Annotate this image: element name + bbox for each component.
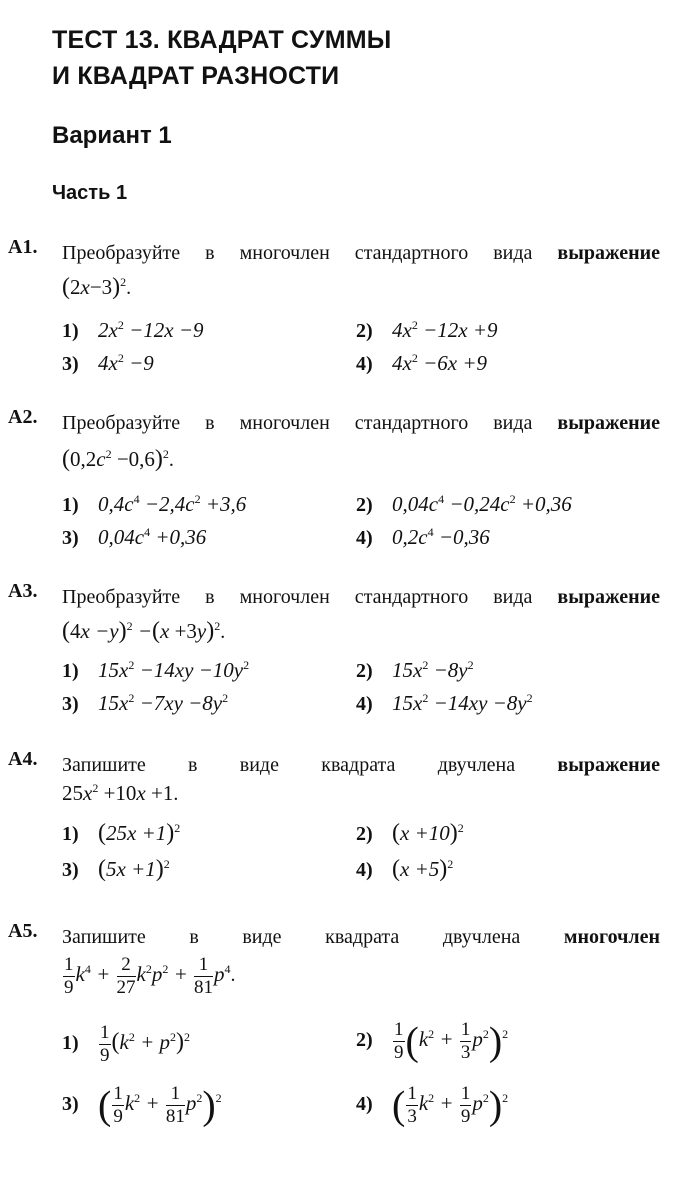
option-a3-1[interactable]: 1) $15x^2 -14xy -10y^2$: [62, 658, 250, 682]
option-a5-2[interactable]: 2) $\frac{1}{9}$ ($k^2$ + $\frac{1}{3}$ $p^2)^2$: [356, 1019, 509, 1064]
question-number: A2.: [8, 406, 38, 428]
question-expression: $\frac{1}{9}$ $k^4$ + $\frac{2}{27}$ $k^2p^2$ + $\frac{1}{81}$ $p^4$.: [64, 953, 236, 998]
option-a2-2[interactable]: 2) $0,04c^4 -0,24c^2 +0,36$: [356, 492, 572, 516]
question-number: A5.: [8, 920, 38, 942]
question-text: Запишите в виде квадрата двучлена многочлен: [62, 926, 660, 948]
question-expression: $(2x-3)^2$.: [62, 274, 132, 300]
question-text: Запишите в виде квадрата двучлена выражение: [62, 754, 660, 776]
option-a4-2[interactable]: 2) $(x +10)^2$: [356, 820, 464, 846]
question-number: A3.: [8, 580, 38, 602]
option-a2-1[interactable]: 1) $0,4c^4 -2,4c^2 +3,6$: [62, 492, 247, 516]
option-a3-4[interactable]: 4) $15x^2 -14xy -8y^2$: [356, 691, 533, 715]
test-title-line1: ТЕСТ 13. КВАДРАТ СУММЫ: [52, 26, 392, 54]
option-a3-3[interactable]: 3) $15x^2 -7xy -8y^2$: [62, 691, 229, 715]
question-text: Преобразуйте в многочлен стандартного вида выражение: [62, 412, 660, 434]
question-expression: $(4x -y)^2 -(x +3y)^2$.: [62, 618, 226, 644]
question-expression: $(0,2c^2 -0,6)^2$.: [62, 446, 174, 472]
question-text: Преобразуйте в многочлен стандартного вида выражение: [62, 242, 660, 264]
option-a1-1[interactable]: 1) $2x^2 -12x -9$: [62, 318, 204, 342]
part-heading: Часть 1: [52, 182, 128, 204]
variant-heading: Вариант 1: [52, 122, 172, 149]
option-a3-2[interactable]: 2) $15x^2 -8y^2$: [356, 658, 474, 682]
option-a1-3[interactable]: 3) $4x^2 -9$: [62, 351, 154, 375]
option-a5-1[interactable]: 1) $\frac{1}{9}$ $(k^2 + p^2)^2$: [62, 1022, 190, 1066]
option-a5-4[interactable]: 4) ( $\frac{1}{3}$ $k^2$ + $\frac{1}{9}$ $p^2)^2$: [356, 1083, 509, 1128]
option-a2-4[interactable]: 4) $0,2c^4 -0,36$: [356, 525, 490, 549]
option-a2-3[interactable]: 3) $0,04c^4 +0,36$: [62, 525, 207, 549]
question-text: Преобразуйте в многочлен стандартного вида выражение: [62, 586, 660, 608]
question-number: A1.: [8, 236, 38, 258]
option-a1-4[interactable]: 4) $4x^2 -6x +9$: [356, 351, 487, 375]
question-number: A4.: [8, 748, 38, 770]
test-title-line2: И КВАДРАТ РАЗНОСТИ: [52, 62, 340, 90]
question-expression: $25x^2 +10x +1$.: [62, 781, 179, 805]
option-a5-3[interactable]: 3) ( $\frac{1}{9}$ $k^2$ + $\frac{1}{81}$ $p^2)^2$: [62, 1083, 222, 1128]
option-a4-4[interactable]: 4) $(x +5)^2$: [356, 856, 454, 882]
option-a1-2[interactable]: 2) $4x^2 -12x +9$: [356, 318, 498, 342]
option-a4-1[interactable]: 1) $(25x +1)^2$: [62, 820, 181, 846]
option-a4-3[interactable]: 3) $(5x +1)^2$: [62, 856, 170, 882]
